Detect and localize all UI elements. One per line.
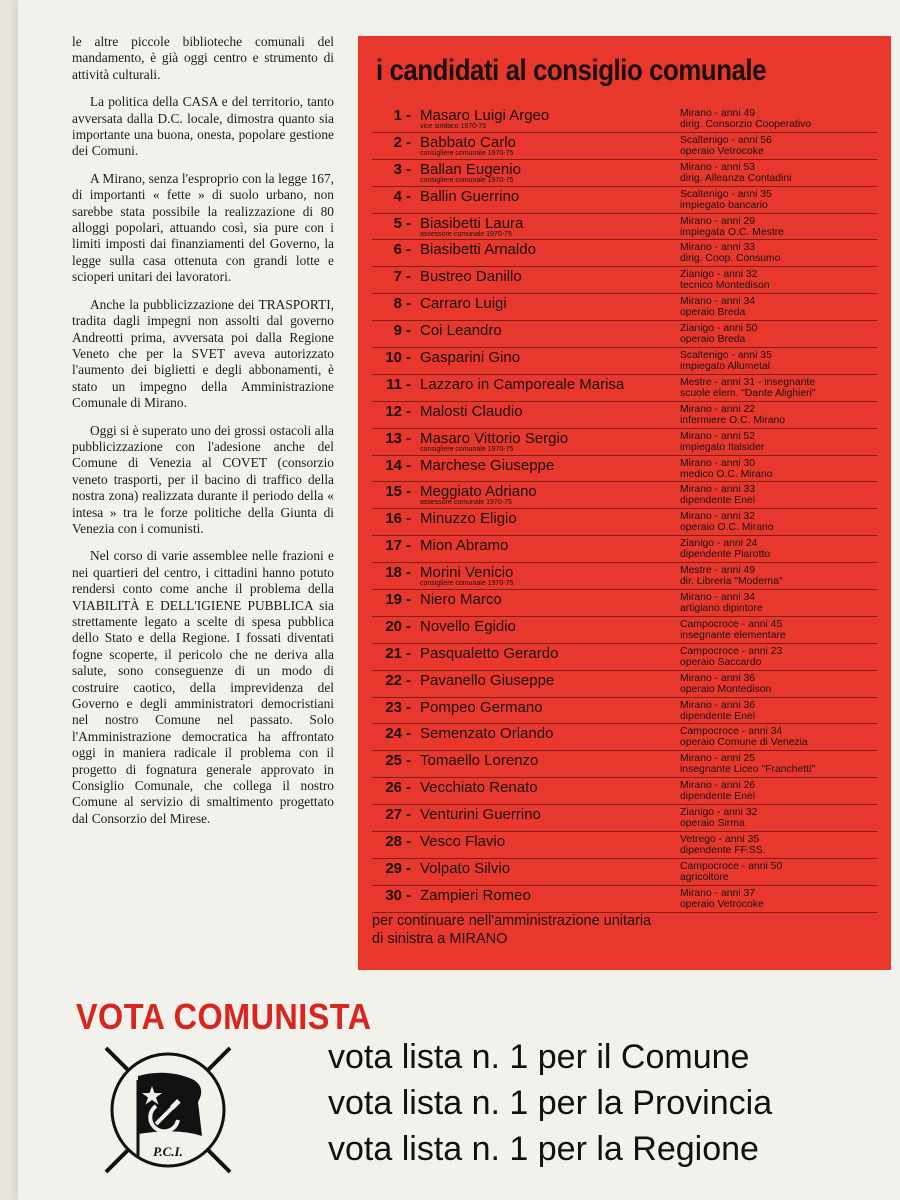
candidate-info [680,323,757,345]
article-column [72,34,334,838]
candidate-name: Masaro Luigi Argeo [420,107,550,124]
candidate-row [372,671,877,698]
candidate-town-age: Mirano - anni 34 [680,592,756,604]
candidate-number: 29 [385,859,402,877]
candidate-dash: - [406,295,411,313]
candidate-occupation: insegnante elementare [680,629,786,641]
candidate-info [680,861,782,883]
candidate-row [372,429,877,456]
candidate-dash: - [406,268,411,286]
vote-slogans [328,1034,772,1172]
candidate-town-age: Mirano - anni 33 [680,242,756,254]
candidate-number: 11 [386,375,402,393]
candidate-occupation: dipendente FF.SS. [680,845,766,857]
candidate-name: Pompeo Germano [420,698,543,716]
candidate-name: Marchese Giuseppe [420,456,555,474]
candidate-occupation: tecnico Montedison [680,280,770,292]
candidate-info [680,565,783,587]
candidate-name: Tomaello Lorenzo [420,752,539,770]
candidate-occupation: operaio Comune di Venezia [680,737,808,749]
candidate-row [372,133,877,160]
candidate-row [372,214,877,241]
page [18,0,900,1200]
candidate-occupation: impiegato bancario [680,199,768,211]
candidate-info [680,673,771,695]
candidate-info [680,592,763,614]
candidate-info [680,189,772,211]
candidate-info [680,458,772,480]
candidate-info [680,619,786,641]
candidate-number: 28 [385,833,402,851]
candidate-name: Niero Marco [420,591,502,609]
candidate-info [680,646,782,668]
candidate-town-age: Mirano - anni 33 [680,484,756,496]
candidate-row [372,321,877,348]
candidate-info [680,431,764,453]
candidate-dash: - [406,886,411,904]
candidate-name: Pasqualetto Gerardo [420,644,559,662]
candidate-info [680,162,791,184]
candidate-town-age: Zianigo - anni 32 [680,269,758,281]
candidate-occupation: scuole elem. "Dante Alighieri" [680,387,816,399]
candidate-town-age: Mirano - anni 32 [680,511,756,523]
candidate-number: 18 [385,564,402,582]
candidate-row [372,375,877,402]
candidate-number: 5 [393,214,402,232]
candidate-row [372,160,877,187]
article-paragraph: Nel corso di varie assemblee nelle frazioni e nei quartieri del centro, i cittadini hanno potuto rendersi conto come anche il problema della VIABILITÀ E DELL'IGIENE PUBBLICA sia strettamente legato a scelte di spesa pubblica dello Stato e della Regione. I fossati diventati fogne scoperte, il pericolo che ne deriva alla salute, sono conseguenze di un modo di costruire caotico, della imprevidenza del Governo e degli amministratori democristiani nel nostro Comune nel passato. Solo l'Amministrazione democratica ha affrontato oggi in maniera radicale il problema con il progetto di fognatura generale approvato in Consiglio Comunale, che collega il nostro Comune al servizio di smaltimento progettato dal Consorzio del Mirese. [72,548,334,826]
candidate-name: Ballan Eugenio [420,160,521,178]
candidate-info [680,296,755,318]
candidate-number: 10 [385,349,402,367]
candidate-info [680,377,816,399]
candidate-info [680,700,755,722]
candidate-row [372,805,877,832]
candidate-occupation: impiegata O.C. Mestre [680,226,784,238]
candidate-occupation: dir. Libreria "Moderna" [680,576,783,588]
candidate-name: Zampieri Romeo [420,886,531,904]
candidate-dash: - [406,429,411,447]
candidate-number: 15 [385,483,402,501]
candidate-number: 9 [393,322,402,340]
candidate-occupation: dipendente Enel [680,495,756,507]
pci-hammer-sickle-star-flag-icon [98,1040,238,1180]
candidate-info [680,350,772,372]
candidate-occupation: dipendente Enel [680,710,756,722]
candidate-occupation: medico O.C. Mirano [680,468,773,480]
candidate-number: 27 [385,806,402,824]
candidate-dash: - [406,591,411,609]
candidate-town-age: Campocroce - anni 23 [680,645,783,657]
candidate-row [372,563,877,590]
candidate-row [372,751,877,778]
candidate-name: Malosti Claudio [420,402,523,420]
candidate-occupation: dipendente Enel [680,791,756,803]
candidate-info [680,511,774,533]
candidate-occupation: agricoltore [680,871,729,883]
slogan-comune: vota lista n. 1 per il Comune [328,1038,750,1076]
candidate-number: 3 [393,160,402,178]
candidates-list [372,106,877,913]
candidate-occupation: operaio Saccardo [680,656,762,668]
footer-line: di sinistra a MIRANO [372,931,508,947]
article-paragraph: Oggi si è superato uno dei grossi ostacoli alla pubblicizzazione con l'adesione anche del Comune di Venezia al COVET (consorzio veneto trasporti, per il bacino di traffico della nostra zona) realizzata durante il periodo della « intesa » tra le forze politiche della Giunta di Venezia con i comunisti. [72,422,334,536]
candidates-title: i candidati al consiglio comunale [376,54,767,87]
candidate-dash: - [406,564,411,582]
candidate-town-age: Mirano - anni 37 [680,887,756,899]
candidate-row [372,294,877,321]
candidate-number: 25 [385,752,402,770]
candidate-dash: - [406,349,411,367]
candidate-occupation: insegnante Liceo "Franchetti" [680,764,816,776]
candidate-occupation: dipendente Piarotto [680,549,771,561]
candidate-occupation: dirig. Alleanza Contadini [680,172,792,184]
candidate-town-age: Mestre - anni 31 - insegnante [680,376,816,388]
candidate-name: Vesco Flavio [420,833,506,851]
candidate-info [680,242,781,264]
candidate-number: 12 [385,402,402,420]
candidate-dash: - [406,725,411,743]
candidate-name: Biasibetti Laura [420,214,524,232]
candidate-dash: - [406,644,411,662]
candidate-occupation: dirig. Consorzio Cooperativo [680,119,812,130]
candidate-number: 14 [385,456,402,474]
candidate-town-age: Zianigo - anni 50 [680,323,758,335]
candidate-town-age: Mirano - anni 30 [680,457,756,469]
candidate-town-age: Zianigo - anni 24 [680,538,758,550]
candidate-dash: - [406,187,411,205]
article-paragraph: A Mirano, senza l'esproprio con la legge 167, di importanti « fette » di suolo urbano, non sarebbe stata possibile la realizzazione di 80 alloggi popolari, attuando così, sia pure con i limiti imposti dai finanziamenti del Governo, la legge sulla casa ottenuta con grandi lotte e scioperi unitari dei lavoratori. [72,170,334,285]
candidate-dash: - [406,483,411,501]
candidate-info [680,834,766,856]
candidate-row [372,644,877,671]
candidate-number: 1 [393,107,402,124]
candidate-number: 16 [385,510,402,528]
logo-text: P.C.I. [153,1144,183,1159]
candidate-town-age: Mirano - anni 53 [680,161,756,173]
candidate-town-age: Mirano - anni 26 [680,780,756,792]
candidate-town-age: Scaltenigo - anni 35 [680,188,772,200]
candidate-info [680,135,772,157]
candidate-number: 6 [393,241,402,259]
candidate-dash: - [406,859,411,877]
candidate-row [372,590,877,617]
candidate-occupation: operaio Sirma [680,818,745,830]
candidate-info [680,538,770,560]
candidate-occupation: operaio Vetrocoke [680,145,764,157]
candidate-info [680,404,785,426]
candidate-occupation: impiegato Italsider [680,441,765,453]
candidate-dash: - [406,617,411,635]
candidate-dash: - [406,456,411,474]
candidate-occupation: infermiere O.C. Mirano [680,414,786,426]
candidate-info [680,888,764,910]
candidate-info [680,108,811,130]
candidate-row [372,348,877,375]
candidate-town-age: Mirano - anni 49 [680,108,756,119]
candidate-town-age: Campocroce - anni 34 [680,726,783,738]
candidate-dash: - [406,698,411,716]
candidate-row [372,859,877,886]
article-paragraph: Anche la pubblicizzazione dei TRASPORTI, tradita dagli impegni non assolti dal governo Andreotti prima, avversata poi dalla Regione Veneto che per la SVET aveva autorizzato l'aumento dei biglietti e degli abbonamenti, è stato un impegno della Amministrazione Comunale di Mirano. [72,296,334,411]
candidate-role: assessore comunale 1970-75 [420,499,512,507]
candidate-name: Vecchiato Renato [420,779,538,797]
candidate-row [372,402,877,429]
candidate-town-age: Mirano - anni 36 [680,699,756,711]
candidate-occupation: impiegato Allumetal [680,361,771,373]
candidate-name: Carraro Luigi [420,295,507,313]
candidate-number: 8 [393,295,402,313]
candidate-name: Mion Abramo [420,537,509,555]
candidate-role: consigliere comunale 1970-75 [420,445,514,453]
candidate-dash: - [406,241,411,259]
candidate-number: 17 [385,537,402,555]
vote-headline: VOTA COMUNISTA [76,996,372,1037]
candidate-name: Venturini Guerrino [420,806,541,824]
candidate-info [680,780,755,802]
candidates-box [358,36,891,970]
candidate-name: Coi Leandro [420,322,502,340]
candidate-number: 24 [385,725,402,743]
slogan-regione: vota lista n. 1 per la Regione [328,1130,759,1168]
candidate-row [372,240,877,267]
candidate-info [680,807,757,829]
candidate-name: Lazzaro in Camporeale Marisa [420,375,625,393]
candidate-name: Biasibetti Arnaldo [420,241,536,259]
candidate-row [372,482,877,509]
candidate-info [680,753,815,775]
candidate-town-age: Mirano - anni 52 [680,430,756,442]
candidate-row [372,267,877,294]
candidate-occupation: operaio Montedison [680,683,772,695]
candidate-role: vice sindaco 1970-75 [420,123,487,130]
candidate-town-age: Mirano - anni 34 [680,296,756,308]
candidate-role: consigliere comunale 1970-75 [420,176,514,184]
candidate-info [680,269,770,291]
candidate-dash: - [406,833,411,851]
candidate-dash: - [406,214,411,232]
article-paragraph: le altre piccole biblioteche comunali del mandamento, è già oggi centro e strumento di attività culturali. [72,34,334,82]
candidate-number: 21 [385,644,402,662]
candidate-name: Pavanello Giuseppe [420,671,555,689]
candidate-name: Volpato Silvio [420,859,511,877]
candidates-footer [372,912,651,948]
candidate-name: Gasparini Gino [420,349,521,367]
candidate-row [372,778,877,805]
candidate-number: 20 [385,617,402,635]
candidate-info [680,726,808,748]
candidate-town-age: Zianigo - anni 32 [680,807,758,819]
candidate-name: Ballin Guerrino [420,187,520,205]
candidate-number: 19 [385,591,402,609]
candidate-town-age: Vetrego - anni 35 [680,834,760,846]
candidate-dash: - [406,375,411,393]
candidate-town-age: Scaltenigo - anni 35 [680,350,772,362]
candidate-name: Masaro Vittorio Sergio [420,429,569,447]
candidate-row [372,617,877,644]
footer-line: per continuare nell'amministrazione unitaria [372,913,652,929]
candidate-row [372,886,877,913]
candidate-dash: - [406,806,411,824]
candidate-dash: - [406,537,411,555]
candidate-number: 13 [385,429,402,447]
candidate-row [372,536,877,563]
candidate-dash: - [406,779,411,797]
candidate-occupation: operaio Breda [680,307,746,319]
candidate-town-age: Mestre - anni 49 [680,565,756,577]
article-paragraph: La politica della CASA e del territorio, tanto avversata dalla D.C. locale, dimostra quanto sia importante una buona, onesta, popolare gestione dei Comuni. [72,94,334,159]
candidate-dash: - [406,133,411,151]
candidate-row [372,106,877,133]
candidate-dash: - [406,107,411,124]
slogan-provincia: vota lista n. 1 per la Provincia [328,1084,773,1122]
candidate-town-age: Campocroce - anni 45 [680,618,783,630]
candidate-row [372,698,877,725]
candidate-dash: - [406,322,411,340]
candidate-name: Semenzato Orlando [420,725,554,743]
candidate-town-age: Mirano - anni 22 [680,403,756,415]
candidate-role: assessore comunale 1970-75 [420,230,512,238]
candidate-row [372,509,877,536]
candidate-dash: - [406,510,411,528]
candidate-name: Minuzzo Eligio [420,510,517,528]
candidate-number: 2 [393,133,402,151]
candidate-row [372,832,877,859]
candidate-number: 23 [385,698,402,716]
candidate-occupation: artigiano dipintore [680,603,763,615]
candidate-number: 30 [385,886,402,904]
candidate-occupation: operaio O.C. Mirano [680,522,774,534]
candidate-dash: - [406,402,411,420]
candidate-occupation: dirig. Coop. Consumo [680,253,781,265]
candidate-name: Morini Venicio [420,564,514,582]
candidate-name: Babbato Carlo [420,133,516,151]
candidate-role: consigliere comunale 1970-75 [420,580,514,588]
candidate-town-age: Mirano - anni 29 [680,215,756,227]
candidate-dash: - [406,752,411,770]
candidate-name: Meggiato Adriano [420,483,537,501]
candidate-role: consigliere comunale 1970-75 [420,149,514,157]
candidate-number: 4 [393,187,402,205]
candidate-town-age: Scaltenigo - anni 56 [680,134,772,146]
candidate-number: 26 [385,779,402,797]
candidate-town-age: Mirano - anni 36 [680,672,756,684]
candidate-info [680,216,784,238]
candidate-town-age: Campocroce - anni 50 [680,860,783,872]
candidate-occupation: operaio Vetrocoke [680,898,764,910]
candidate-name: Bustreo Danillo [420,268,522,286]
candidate-town-age: Mirano - anni 25 [680,753,756,765]
candidate-row [372,724,877,751]
candidate-row [372,187,877,214]
candidate-name: Novello Egidio [420,617,516,635]
candidate-info [680,484,755,506]
candidate-occupation: operaio Breda [680,334,746,346]
candidate-number: 22 [385,671,402,689]
candidate-number: 7 [393,268,402,286]
candidate-dash: - [406,160,411,178]
candidate-dash: - [406,671,411,689]
candidate-row [372,456,877,483]
